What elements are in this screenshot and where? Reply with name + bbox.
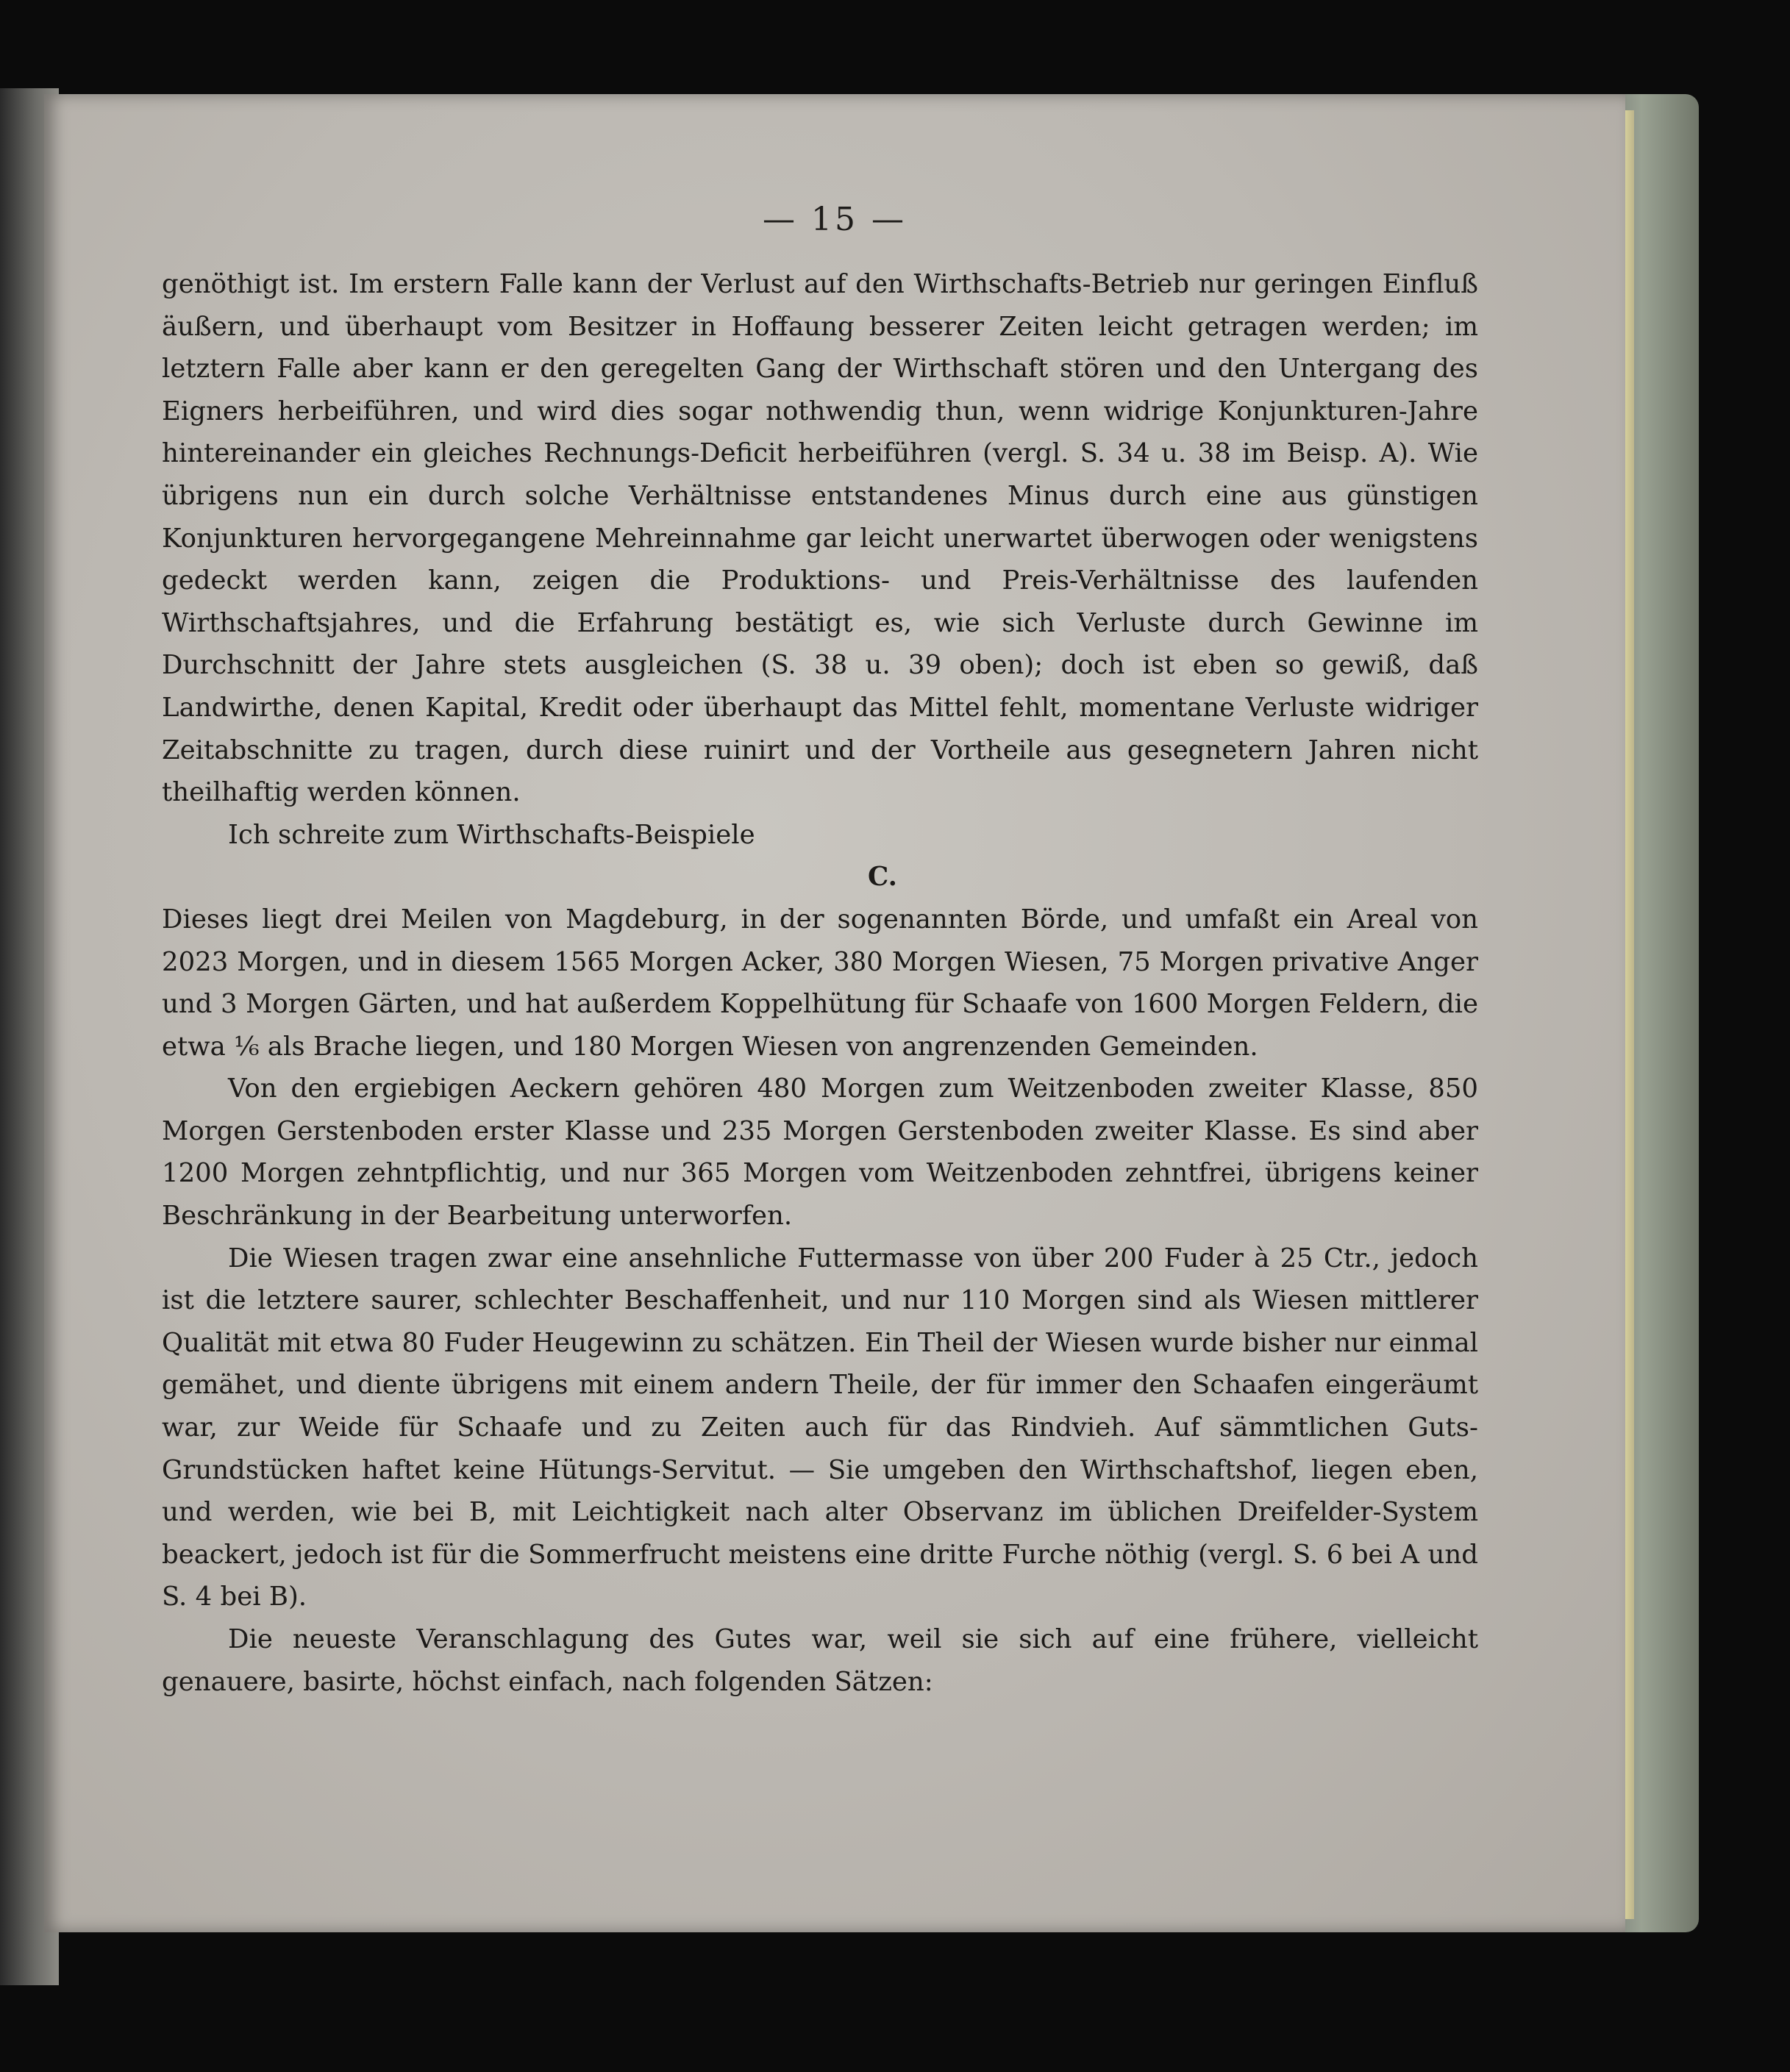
section-heading: C.: [868, 862, 897, 893]
paragraph-fields: Von den ergiebigen Aeckern gehören 480 Morgen zum Weitzenboden zweiter Klasse, 850 Morgen Gerstenboden erster Klasse und 235 Morgen Gerstenboden zweiter Klasse. Es sind aber 1200 Morgen zehntpflichtig, und nur 365 Morgen vom Weitzenboden zehntfrei, übrigens keiner Beschränkung in der Bearbeitung unterworfen.: [162, 1073, 1478, 1232]
book-page: [44, 94, 1625, 1932]
paragraph-meadows: Die Wiesen tragen zwar eine ansehnliche Futtermasse von über 200 Fuder à 25 Ctr., jedoch ist die letztere saurer, schlechter Beschaffenheit, und nur 110 Morgen sind als Wiesen mittlerer Qualität mit etwa 80 Fuder Heugewinn zu schätzen. Ein Theil der Wiesen wurde bisher nur einmal gemähet, und diente übrigens mit einem andern Theile, der für immer den Schaafen eingeräumt war, zur Weide für Schaafe und zu Zeiten auch für das Rindvieh. Auf sämmtlichen Guts-Grundstücken haftet keine Hütungs-Servitut. — Sie umgeben den Wirthschaftshof, liegen eben, und werden, wie bei B, mit Leichtigkeit nach alter Observanz im üblichen Dreifelder-System beackert, jedoch ist für die Sommerfrucht meistens eine dritte Furche nöthig (vergl. S. 6 bei A und S. 4 bei B).: [162, 1243, 1478, 1612]
paragraph-continuation: genöthigt ist. Im erstern Falle kann der Verlust auf den Wirthschafts-Betrieb nur geringen Einfluß äußern, und überhaupt vom Besitzer in Hoffaung besserer Zeiten leicht getragen werden; im letztern Falle aber kann er den geregelten Gang der Wirthschaft stören und den Untergang des Eigners herbeiführen, und wird dies sogar nothwendig thun, wenn widrige Konjunkturen-Jahre hintereinander ein gleiches Rechnungs-Deficit herbeiführen (vergl. S. 34 u. 38 im Beisp. A). Wie übrigens nun ein durch solche Verhältnisse entstandenes Minus durch eine aus günstigen Konjunkturen hervorgegangene Mehreinnahme gar leicht unerwartet überwogen oder wenigstens gedeckt werden kann, zeigen die Produktions- und Preis-Verhältnisse des laufenden Wirthschaftsjahres, und die Erfahrung bestätigt es, wie sich Verluste durch Gewinne im Durchschnitt der Jahre stets ausgleichen (S. 38 u. 39 oben); doch ist eben so gewiß, daß Landwirthe, denen Kapital, Kredit oder überhaupt das Mittel fehlt, momentane Verluste widriger Zeitabschnitte zu tragen, durch diese ruinirt und der Vortheile aus gesegnetern Jahren nicht theilhaftig werden können.: [162, 269, 1478, 808]
paragraph-intro-example: Ich schreite zum Wirthschafts-Beispiele: [228, 819, 755, 850]
paragraph-location: Dieses liegt drei Meilen von Magdeburg, in der sogenannten Börde, und umfaßt ein Areal von 2023 Morgen, und in diesem 1565 Morgen Acker, 380 Morgen Wiesen, 75 Morgen privative Anger und 3 Morgen Gärten, und hat außerdem Koppelhütung für Schaafe von 1600 Morgen Feldern, die etwa ⅙ als Brache liegen, und 180 Morgen Wiesen von angrenzenden Gemeinden.: [162, 904, 1478, 1062]
page-number: — 15 —: [763, 201, 907, 238]
paragraph-valuation: Die neueste Veranschlagung des Gutes war, weil sie sich auf eine frühere, vielleicht genauere, basirte, höchst einfach, nach folgenden Sätzen:: [162, 1624, 1478, 1697]
page-text: [162, 263, 1478, 1703]
